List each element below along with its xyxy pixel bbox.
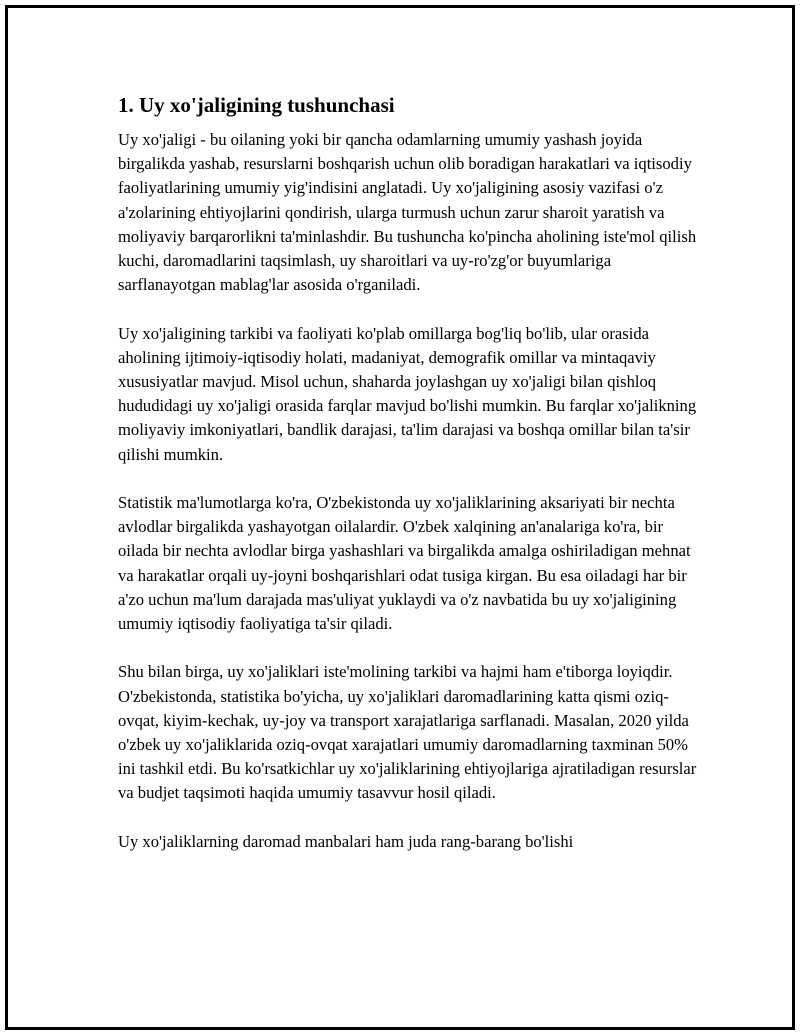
paragraph-2: Uy xo'jaligining tarkibi va faoliyati ko'plab omillarga bog'liq bo'lib, ular orasida aholining ijtimoiy-iqtisodiy holati, madaniyat, demografik omillar va mintaqaviy xususiyatlar mavjud. Misol uchun, shaharda joylashgan uy xo'jaligi bilan qishloq hududidagi uy xo'jaligi orasida farqlar mavjud bo'lishi mumkin. Bu farqlar xo'jalikning moliyaviy imkoniyatlari, bandlik darajasi, ta'lim darajasi va boshqa omillar bilan ta'sir qilishi mumkin. [118, 323, 697, 464]
document-body [118, 92, 698, 878]
section-heading: 1. Uy xo'jaligining tushunchasi [118, 93, 395, 117]
paragraph-1: Uy xo'jaligi - bu oilaning yoki bir qancha odamlarning umumiy yashash joyida birgalikda yashab, resurslarni boshqarish uchun olib boradigan harakatlari va iqtisodiy faoliyatlarining umumiy yig'indisini anglatadi. Uy xo'jaligining asosiy vazifasi o'z a'zolarining ehtiyojlarini qondirish, ularga turmush uchun zarur sharoit yaratish va moliyaviy barqarorlikni ta'minlashdir. Bu tushuncha ko'pincha aholining iste'mol qilish kuchi, daromadlarini taqsimlash, uy sharoitlari va uy-ro'zg'or buyumlariga sarflanayotgan mablag'lar asosida o'rganiladi. [118, 130, 697, 295]
paragraph-4: Shu bilan birga, uy xo'jaliklari iste'molining tarkibi va hajmi ham e'tiborga loyiqdir. O'zbekistonda, statistika bo'yicha, uy xo'jaliklari daromadlarining katta qismi oziq-ovqat, kiyim-kechak, uy-joy va transport xarajatlariga sarflanadi. Masalan, 2020 yilda o'zbek uy xo'jaliklarida oziq-ovqat xarajatlari umumiy daromadlarning taxminan 50% ini tashkil etdi. Bu ko'rsatkichlar uy xo'jaliklarining ehtiyojlariga ajratiladigan resurslar va budjet taqsimoti haqida umumiy tasavvur hosil qiladi. [118, 662, 697, 803]
paragraph-5: Uy xo'jaliklarning daromad manbalari ham juda rang-barang bo'lishi [118, 831, 574, 851]
paragraph-3: Statistik ma'lumotlarga ko'ra, O'zbekistonda uy xo'jaliklarining aksariyati bir nechta avlodlar birgalikda yashayotgan oilalardir. O'zbek xalqining an'analariga ko'ra, bir oilada bir nechta avlodlar birga yashashlari va birgalikda amalga oshiriladigan mehnat va harakatlar orqali uy-joyni boshqarishlari odat tusiga kirgan. Bu esa oiladagi har bir a'zo uchun ma'lum darajada mas'uliyat yuklaydi va o'z navbatida bu uy xo'jaligining umumiy iqtisodiy faoliyatiga ta'sir qiladi. [118, 493, 691, 634]
